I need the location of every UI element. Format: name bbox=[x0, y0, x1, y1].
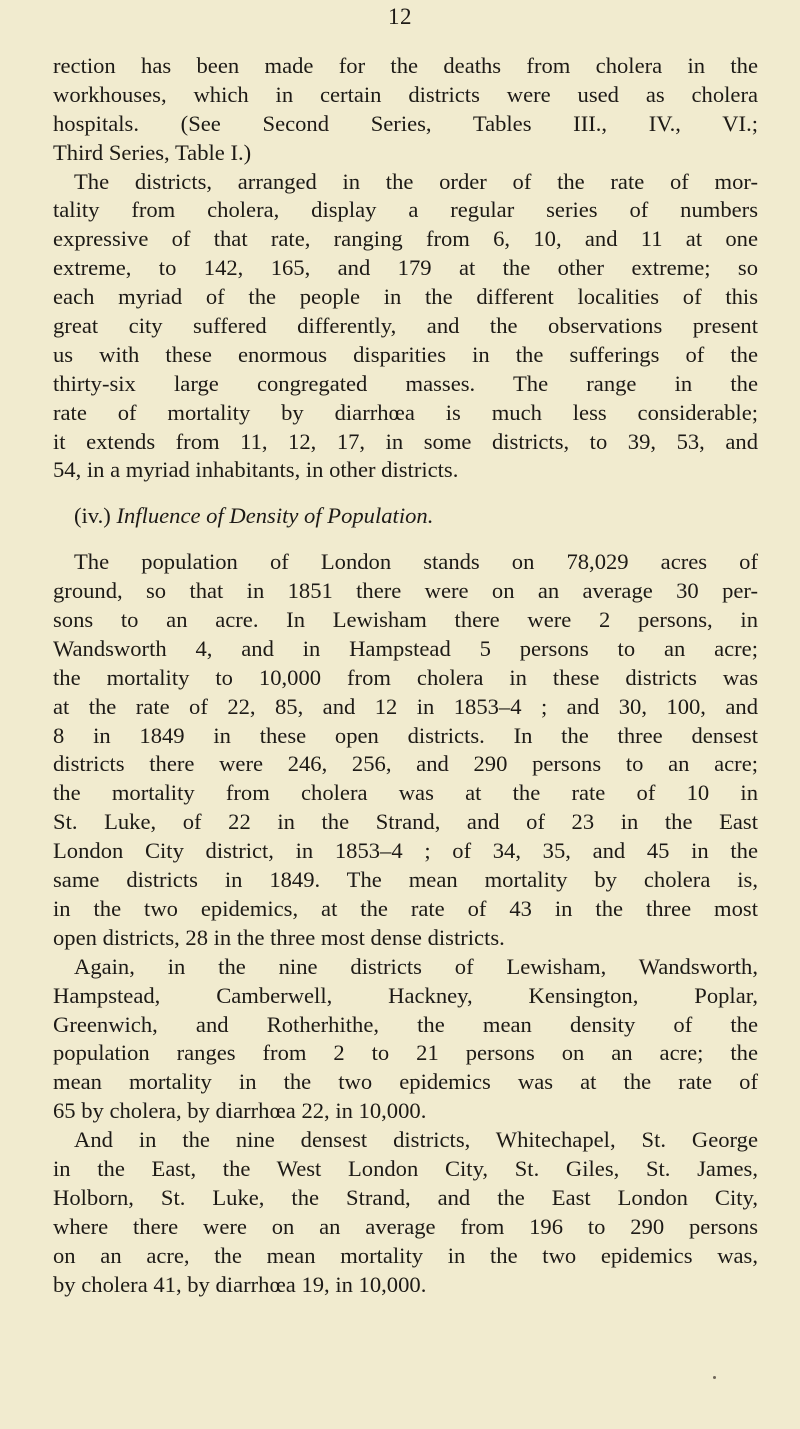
text-line: ground, so that in 1851 there were on an average 30 per- bbox=[53, 578, 758, 604]
section-heading bbox=[53, 502, 758, 531]
text-line: The population of London stands on 78,029 acres of bbox=[74, 549, 758, 575]
paragraph-2 bbox=[53, 168, 758, 486]
body-text bbox=[53, 52, 758, 1299]
text-line: thirty-six large congregated masses. The range in the bbox=[53, 370, 758, 396]
section-title: Influence of Density of Population. bbox=[116, 503, 434, 529]
text-line: And in the nine densest districts, Whitechapel, St. George bbox=[74, 1127, 758, 1153]
text-line: Again, in the nine districts of Lewisham, Wandsworth, bbox=[74, 953, 758, 979]
section-number: (iv.) bbox=[74, 503, 111, 529]
paragraph-5 bbox=[53, 1126, 758, 1299]
text-line: tality from cholera, display a regular series of numbers bbox=[53, 197, 758, 223]
text-line: 54, in a myriad inhabitants, in other districts. bbox=[53, 457, 459, 483]
text-line: us with these enormous disparities in the sufferings of the bbox=[53, 341, 758, 367]
text-line: London City district, in 1853–4 ; of 34, 35, and 45 in the bbox=[53, 838, 758, 864]
text-line: rate of mortality by diarrhœa is much less considerable; bbox=[53, 399, 758, 425]
text-line: Greenwich, and Rotherhithe, the mean density of the bbox=[53, 1011, 758, 1037]
text-line: open districts, 28 in the three most dense districts. bbox=[53, 924, 505, 950]
text-line: The districts, arranged in the order of the rate of mor- bbox=[74, 168, 758, 194]
text-line: Third Series, Table I.) bbox=[53, 139, 252, 165]
text-line: rection has been made for the deaths from cholera in the bbox=[53, 53, 758, 78]
text-line: Holborn, St. Luke, the Strand, and the East London City, bbox=[53, 1184, 758, 1210]
text-line: great city suffered differently, and the observations present bbox=[53, 313, 758, 339]
text-line: in the East, the West London City, St. Giles, St. James, bbox=[53, 1155, 758, 1181]
text-line: Hampstead, Camberwell, Hackney, Kensington, Poplar, bbox=[53, 982, 758, 1008]
text-line: sons to an acre. In Lewisham there were 2 persons, in bbox=[53, 607, 758, 633]
text-line: workhouses, which in certain districts were used as cholera bbox=[53, 81, 758, 107]
stray-ink-mark bbox=[713, 1376, 716, 1379]
paragraph-3 bbox=[53, 548, 758, 952]
text-line: the mortality from cholera was at the rate of 10 in bbox=[53, 780, 758, 806]
text-line: by cholera 41, by diarrhœa 19, in 10,000. bbox=[53, 1271, 427, 1297]
text-line: Wandsworth 4, and in Hampstead 5 persons to an acre; bbox=[53, 635, 758, 661]
text-line: St. Luke, of 22 in the Strand, and of 23 in the East bbox=[53, 809, 758, 835]
text-line: expressive of that rate, ranging from 6, 10, and 11 at one bbox=[53, 226, 758, 252]
text-line: extreme, to 142, 165, and 179 at the other extreme; so bbox=[53, 255, 758, 281]
text-line: on an acre, the mean mortality in the two epidemics was, bbox=[53, 1242, 758, 1268]
text-line: population ranges from 2 to 21 persons on an acre; the bbox=[53, 1040, 758, 1066]
text-line: same districts in 1849. The mean mortality by cholera is, bbox=[53, 867, 758, 893]
text-line: at the rate of 22, 85, and 12 in 1853–4 ; and 30, 100, and bbox=[53, 693, 758, 719]
text-line: in the two epidemics, at the rate of 43 in the three most bbox=[53, 895, 758, 921]
text-line: 65 by cholera, by diarrhœa 22, in 10,000. bbox=[53, 1098, 427, 1124]
text-line: mean mortality in the two epidemics was at the rate of bbox=[53, 1069, 758, 1095]
text-line: it extends from 11, 12, 17, in some districts, to 39, 53, and bbox=[53, 428, 758, 454]
text-line: each myriad of the people in the different localities of this bbox=[53, 284, 758, 310]
text-line: districts there were 246, 256, and 290 persons to an acre; bbox=[53, 751, 758, 777]
page-number: 12 bbox=[388, 4, 412, 29]
text-line: hospitals. (See Second Series, Tables III., IV., VI.; bbox=[53, 110, 758, 136]
text-line: 8 in 1849 in these open districts. In the three densest bbox=[53, 722, 758, 748]
text-line: where there were on an average from 196 to 290 persons bbox=[53, 1213, 758, 1239]
text-line: the mortality to 10,000 from cholera in these districts was bbox=[53, 664, 758, 690]
paragraph-1 bbox=[53, 52, 758, 168]
paragraph-4 bbox=[53, 953, 758, 1126]
